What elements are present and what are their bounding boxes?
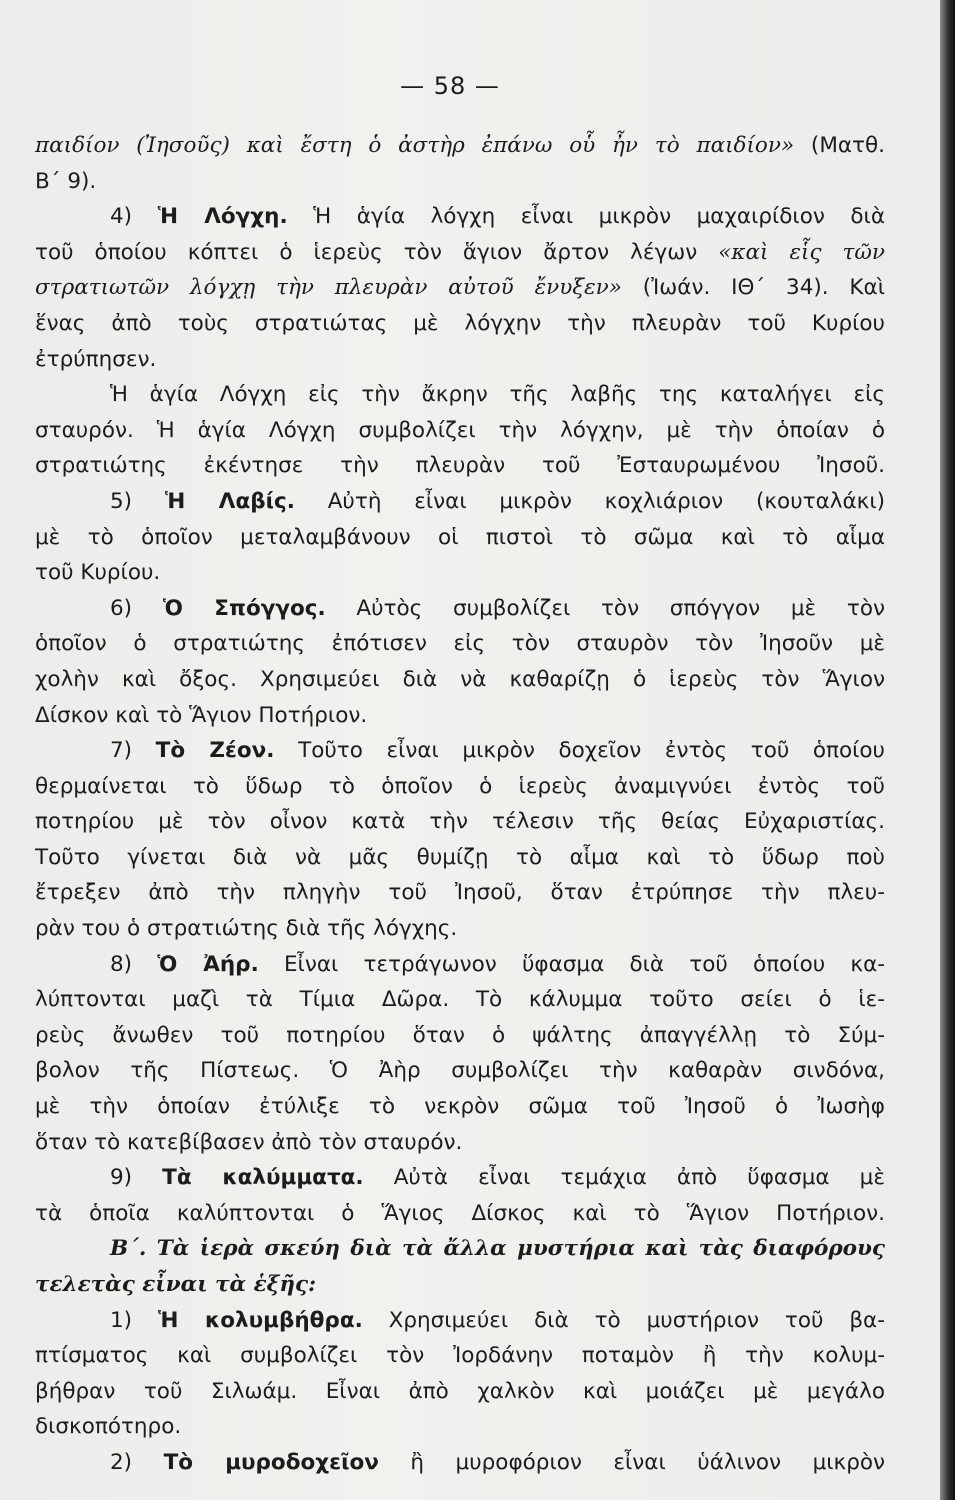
text-segment: 6) bbox=[110, 595, 163, 621]
text-line bbox=[35, 520, 885, 556]
text-segment: ἢ μυροφόριον εἶναι ὑάλινον μικρὸν bbox=[378, 1449, 885, 1475]
subsection-heading: Β΄. Τὰ ἱερὰ σκεύη διὰ τὰ ἄλλα μυστήρια καὶ τὰς διαφόρους bbox=[110, 1236, 885, 1262]
text-segment: ἐτρύπησεν. bbox=[35, 346, 157, 372]
text-segment: στρατιωτῶν λόγχῃ τὴν πλευρὰν αὐτοῦ ἔνυξεν» bbox=[35, 275, 622, 301]
text-segment: λύπτονται μαζὶ τὰ Τίμια Δῶρα. Τὸ κάλυμμα τοῦτο σείει ὁ ἱε- bbox=[35, 987, 885, 1013]
section-heading: Ἡ Λαβίς. bbox=[164, 488, 295, 514]
text-segment: 1) bbox=[110, 1307, 158, 1333]
body-text bbox=[35, 128, 885, 1481]
text-segment: βολον τῆς Πίστεως. Ὁ Ἀὴρ συμβολίζει τὴν καθαρὰν σινδόνα, bbox=[35, 1058, 885, 1084]
text-line bbox=[35, 555, 885, 591]
text-segment: (Ἰωάν. ΙΘ΄ 34). Καὶ bbox=[621, 275, 885, 301]
text-segment: 5) bbox=[110, 488, 165, 514]
text-segment: σταυρόν. Ἡ ἁγία Λόγχη συμβολίζει τὴν λόγχην, μὲ τὴν ὁποίαν ὁ bbox=[35, 417, 885, 443]
text-line bbox=[35, 1374, 885, 1410]
text-segment: Τοῦτο εἶναι μικρὸν δοχεῖον ἐντὸς τοῦ ὁποίου bbox=[274, 738, 885, 764]
section-heading: Ἡ Λόγχη. bbox=[157, 204, 288, 230]
text-segment: Ἡ ἁγία Λόγχη εἰς τὴν ἄκρην τῆς λαβῆς της καταλήγει εἰς bbox=[110, 382, 885, 408]
text-line bbox=[35, 377, 885, 413]
text-line bbox=[35, 875, 885, 911]
text-segment: ρὰν του ὁ στρατιώτης διὰ τῆς λόγχης. bbox=[35, 916, 458, 942]
text-segment: Αὐτὴ εἶναι μικρὸν κοχλιάριον (κουταλάκι) bbox=[294, 488, 885, 514]
text-segment: ἕνας ἀπὸ τοὺς στρατιώτας μὲ λόγχην τὴν πλευρὰν τοῦ Κυρίου bbox=[35, 310, 885, 336]
text-segment: Ἡ ἁγία λόγχη εἶναι μικρὸν μαχαιρίδιον διὰ bbox=[287, 204, 885, 230]
text-segment: Β΄ 9). bbox=[35, 168, 97, 194]
text-segment: 7) bbox=[110, 738, 156, 764]
text-line bbox=[35, 982, 885, 1018]
text-segment: πτίσματος καὶ συμβολίζει τὸν Ἰορδάνην ποταμὸν ἢ τὴν κολυμ- bbox=[35, 1343, 885, 1369]
text-segment: Εἶναι τετράγωνον ὕφασμα διὰ τοῦ ὁποίου κα- bbox=[258, 951, 885, 977]
subsection-heading: τελετὰς εἶναι τὰ ἑξῆς: bbox=[35, 1272, 317, 1297]
text-line bbox=[35, 1409, 885, 1445]
text-segment: ἔτρεξεν ἀπὸ τὴν πληγὴν τοῦ Ἰησοῦ, ὅταν ἐτρύπησε τὴν πλευ- bbox=[35, 880, 885, 906]
text-line bbox=[35, 1125, 885, 1161]
text-line bbox=[35, 1196, 885, 1232]
book-spine-shadow bbox=[940, 0, 955, 1500]
text-segment: 8) bbox=[110, 951, 158, 977]
text-line bbox=[35, 270, 885, 306]
text-segment: Δίσκον καὶ τὸ Ἅγιον Ποτήριον. bbox=[35, 702, 368, 728]
text-segment: ποτηρίου μὲ τὸν οἶνον κατὰ τὴν τέλεσιν τῆς θείας Εὐχαριστίας. bbox=[35, 809, 885, 835]
section-heading: Τὸ Ζέον. bbox=[155, 738, 275, 764]
text-segment: 4) bbox=[110, 204, 158, 230]
text-line bbox=[35, 947, 885, 983]
text-line bbox=[35, 1267, 885, 1303]
text-segment: (Ματθ. bbox=[794, 133, 885, 158]
text-line bbox=[35, 448, 885, 484]
text-line bbox=[35, 840, 885, 876]
text-segment: 2) bbox=[110, 1449, 164, 1475]
text-line bbox=[35, 1018, 885, 1054]
text-line bbox=[35, 342, 885, 378]
text-segment: μὲ τὸ ὁποῖον μεταλαμβάνουν οἱ πιστοὶ τὸ σῶμα καὶ τὸ αἷμα bbox=[35, 524, 885, 550]
text-segment: 9) bbox=[110, 1165, 163, 1191]
section-heading: Ὁ Ἀήρ. bbox=[157, 951, 259, 977]
text-line bbox=[35, 235, 885, 271]
text-segment: ὅταν τὸ κατεβίβασεν ἀπὸ τὸν σταυρόν. bbox=[35, 1129, 463, 1155]
text-line bbox=[35, 733, 885, 769]
text-line bbox=[35, 1160, 885, 1196]
section-heading: Ἡ κολυμβήθρα. bbox=[157, 1307, 363, 1333]
section-heading: Τὰ καλύμματα. bbox=[162, 1165, 364, 1191]
text-segment: Χρησιμεύει διὰ τὸ μυστήριον τοῦ βα- bbox=[362, 1307, 885, 1333]
section-heading: Τὸ μυροδοχεῖον bbox=[163, 1449, 379, 1475]
text-segment: ὁποῖον ὁ στρατιώτης ἐπότισεν εἰς τὸν σταυρὸν τὸν Ἰησοῦν μὲ bbox=[35, 631, 885, 657]
text-segment: τὰ ὁποῖα καλύπτονται ὁ Ἅγιος Δίσκος καὶ τὸ Ἅγιον Ποτήριον. bbox=[35, 1200, 885, 1226]
text-segment: παιδίον (Ἰησοῦς) καὶ ἔστη ὁ ἀστὴρ ἐπάνω οὗ ἦν τὸ παιδίον» bbox=[35, 133, 795, 158]
text-line bbox=[35, 413, 885, 449]
text-line bbox=[35, 1053, 885, 1089]
text-segment: στρατιώτης ἐκέντησε τὴν πλευρὰν τοῦ Ἐσταυρωμένου Ἰησοῦ. bbox=[35, 453, 885, 479]
text-segment: Τοῦτο γίνεται διὰ νὰ μᾶς θυμίζῃ τὸ αἷμα καὶ τὸ ὕδωρ ποὺ bbox=[35, 844, 885, 870]
section-heading: Ὁ Σπόγγος. bbox=[162, 595, 326, 621]
text-line bbox=[35, 911, 885, 947]
text-line bbox=[35, 804, 885, 840]
text-segment: χολὴν καὶ ὄξος. Χρησιμεύει διὰ νὰ καθαρίζῃ ὁ ἱερεὺς τὸν Ἅγιον bbox=[35, 666, 885, 692]
text-segment: δισκοπότηρο. bbox=[35, 1414, 182, 1440]
text-line bbox=[35, 769, 885, 805]
text-segment: τοῦ ὁποίου κόπτει ὁ ἱερεὺς τὸν ἅγιον ἄρτον λέγων bbox=[35, 239, 719, 265]
text-line bbox=[35, 662, 885, 698]
text-line bbox=[35, 1231, 885, 1267]
text-segment: μὲ τὴν ὁποίαν ἐτύλιξε τὸ νεκρὸν σῶμα τοῦ Ἰησοῦ ὁ Ἰωσὴφ bbox=[35, 1094, 885, 1120]
text-line bbox=[35, 164, 885, 200]
text-segment: τοῦ Κυρίου. bbox=[35, 560, 161, 586]
text-line bbox=[35, 484, 885, 520]
text-line bbox=[35, 1089, 885, 1125]
page-number: — 58 — bbox=[400, 72, 500, 100]
text-segment: «καὶ εἷς τῶν bbox=[718, 239, 885, 265]
text-segment: Αὐτὰ εἶναι τεμάχια ἀπὸ ὕφασμα μὲ bbox=[363, 1165, 885, 1191]
text-segment: Αὐτὸς συμβολίζει τὸν σπόγγον μὲ τὸν bbox=[325, 595, 885, 621]
text-line bbox=[35, 698, 885, 734]
text-line bbox=[35, 591, 885, 627]
text-line bbox=[35, 1338, 885, 1374]
text-line bbox=[35, 199, 885, 235]
text-line bbox=[35, 626, 885, 662]
text-line bbox=[35, 1445, 885, 1481]
text-line bbox=[35, 306, 885, 342]
text-segment: ρεὺς ἄνωθεν τοῦ ποτηρίου ὅταν ὁ ψάλτης ἀπαγγέλλῃ τὸ Σύμ- bbox=[35, 1022, 885, 1048]
text-line bbox=[35, 1303, 885, 1339]
text-segment: θερμαίνεται τὸ ὕδωρ τὸ ὁποῖον ὁ ἱερεὺς ἀναμιγνύει ἐντὸς τοῦ bbox=[35, 773, 885, 799]
text-line bbox=[35, 128, 885, 164]
text-segment: βήθραν τοῦ Σιλωάμ. Εἶναι ἀπὸ χαλκὸν καὶ μοιάζει μὲ μεγάλο bbox=[35, 1378, 885, 1404]
